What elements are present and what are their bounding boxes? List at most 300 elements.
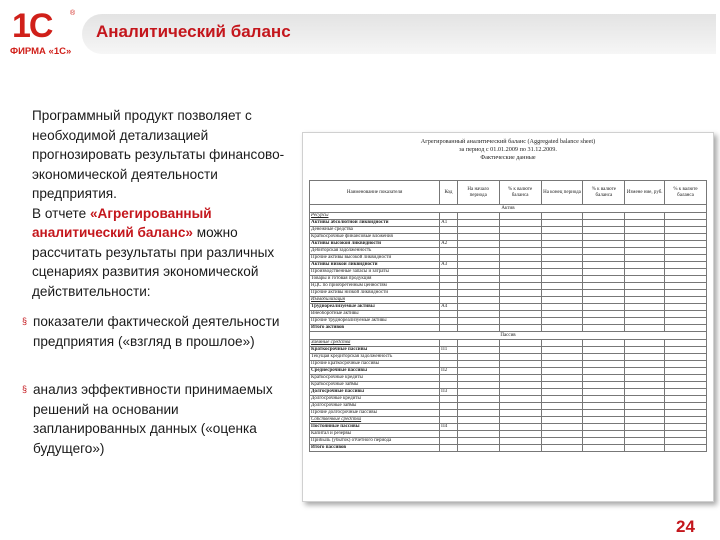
row-label: Итого пассивов <box>310 445 440 452</box>
value-cell <box>625 396 665 403</box>
table-row <box>310 283 707 290</box>
column-header: На начало периода <box>457 181 499 205</box>
value-cell <box>457 389 499 396</box>
value-cell <box>665 375 707 382</box>
bullet-item <box>22 380 284 458</box>
value-cell <box>499 220 541 227</box>
value-cell <box>583 403 625 410</box>
value-cell <box>541 417 583 424</box>
value-cell <box>625 297 665 304</box>
table-row <box>310 438 707 445</box>
row-code <box>440 290 458 297</box>
row-code: П3 <box>440 389 458 396</box>
value-cell <box>583 304 625 311</box>
value-cell <box>457 262 499 269</box>
value-cell <box>499 445 541 452</box>
row-code <box>440 410 458 417</box>
value-cell <box>457 213 499 220</box>
row-label: Производственные запасы и затраты <box>310 269 440 276</box>
value-cell <box>665 255 707 262</box>
value-cell <box>665 368 707 375</box>
table-row <box>310 417 707 424</box>
value-cell <box>583 318 625 325</box>
value-cell <box>499 410 541 417</box>
value-cell <box>457 438 499 445</box>
value-cell <box>457 241 499 248</box>
column-header: На конец периода <box>541 181 583 205</box>
value-cell <box>499 304 541 311</box>
value-cell <box>457 255 499 262</box>
column-header: % к валюте баланса <box>665 181 707 205</box>
column-header: Измене ние, руб. <box>625 181 665 205</box>
value-cell <box>583 269 625 276</box>
row-code <box>440 445 458 452</box>
value-cell <box>583 424 625 431</box>
value-cell <box>665 382 707 389</box>
value-cell <box>665 248 707 255</box>
table-row <box>310 361 707 368</box>
value-cell <box>457 297 499 304</box>
value-cell <box>625 255 665 262</box>
row-code <box>440 248 458 255</box>
value-cell <box>541 283 583 290</box>
value-cell <box>457 424 499 431</box>
bullet-icon: § <box>22 384 28 394</box>
value-cell <box>665 417 707 424</box>
value-cell <box>457 325 499 332</box>
value-cell <box>541 227 583 234</box>
value-cell <box>665 389 707 396</box>
row-label: Товары и готовая продукция <box>310 276 440 283</box>
value-cell <box>625 318 665 325</box>
value-cell <box>583 361 625 368</box>
row-label: Капитал и резервы <box>310 431 440 438</box>
value-cell <box>457 304 499 311</box>
value-cell <box>499 361 541 368</box>
value-cell <box>541 431 583 438</box>
value-cell <box>583 368 625 375</box>
value-cell <box>665 213 707 220</box>
table-row <box>310 368 707 375</box>
value-cell <box>583 389 625 396</box>
row-code <box>440 318 458 325</box>
value-cell <box>583 375 625 382</box>
row-label: Текущая кредиторская задолженность <box>310 354 440 361</box>
row-label: Заемные средства <box>310 340 440 347</box>
row-label: Краткосрочные займы <box>310 382 440 389</box>
table-section-row <box>310 205 707 213</box>
value-cell <box>665 325 707 332</box>
value-cell <box>541 234 583 241</box>
table-row <box>310 410 707 417</box>
value-cell <box>541 375 583 382</box>
value-cell <box>625 417 665 424</box>
value-cell <box>457 403 499 410</box>
value-cell <box>625 269 665 276</box>
page-title: Аналитический баланс <box>96 22 291 41</box>
value-cell <box>583 431 625 438</box>
value-cell <box>583 325 625 332</box>
row-code <box>440 311 458 318</box>
value-cell <box>499 318 541 325</box>
value-cell <box>541 304 583 311</box>
value-cell <box>499 276 541 283</box>
value-cell <box>583 262 625 269</box>
value-cell <box>541 340 583 347</box>
row-code: А2 <box>440 241 458 248</box>
row-code <box>440 361 458 368</box>
table-row <box>310 396 707 403</box>
row-label: Краткосрочные пассивы <box>310 347 440 354</box>
logo-mark: 1С <box>12 7 52 45</box>
value-cell <box>499 248 541 255</box>
value-cell <box>625 304 665 311</box>
value-cell <box>583 248 625 255</box>
value-cell <box>625 227 665 234</box>
value-cell <box>665 445 707 452</box>
value-cell <box>499 438 541 445</box>
value-cell <box>625 290 665 297</box>
value-cell <box>583 213 625 220</box>
value-cell <box>541 220 583 227</box>
table-row <box>310 375 707 382</box>
row-code <box>440 382 458 389</box>
row-label: Прочие долгосрочные пассивы <box>310 410 440 417</box>
value-cell <box>665 347 707 354</box>
bullet-item <box>22 312 284 351</box>
value-cell <box>499 431 541 438</box>
value-cell <box>665 403 707 410</box>
table-row <box>310 213 707 220</box>
value-cell <box>499 354 541 361</box>
row-code <box>440 340 458 347</box>
value-cell <box>665 262 707 269</box>
table-row <box>310 340 707 347</box>
value-cell <box>541 403 583 410</box>
value-cell <box>541 311 583 318</box>
value-cell <box>541 255 583 262</box>
table-row <box>310 248 707 255</box>
row-code: П2 <box>440 368 458 375</box>
value-cell <box>665 410 707 417</box>
table-row <box>310 347 707 354</box>
row-code <box>440 325 458 332</box>
value-cell <box>541 410 583 417</box>
bullet-icon: § <box>22 316 28 326</box>
value-cell <box>665 220 707 227</box>
row-label: Иммобилизация <box>310 297 440 304</box>
row-code <box>440 227 458 234</box>
value-cell <box>665 318 707 325</box>
report-data-type: Фактические данные <box>480 154 536 161</box>
value-cell <box>625 438 665 445</box>
value-cell <box>499 311 541 318</box>
value-cell <box>499 213 541 220</box>
bullet-text: показатели фактической деятельности предприятия («взгляд в прошлое») <box>33 314 280 349</box>
value-cell <box>665 396 707 403</box>
value-cell <box>665 241 707 248</box>
value-cell <box>541 382 583 389</box>
value-cell <box>625 248 665 255</box>
table-row <box>310 389 707 396</box>
value-cell <box>583 227 625 234</box>
value-cell <box>583 297 625 304</box>
value-cell <box>583 445 625 452</box>
value-cell <box>457 431 499 438</box>
value-cell <box>457 311 499 318</box>
value-cell <box>625 283 665 290</box>
value-cell <box>499 255 541 262</box>
value-cell <box>499 389 541 396</box>
column-header: % к валюте баланса <box>583 181 625 205</box>
table-row <box>310 262 707 269</box>
value-cell <box>541 347 583 354</box>
value-cell <box>457 361 499 368</box>
value-cell <box>665 290 707 297</box>
row-code: А3 <box>440 262 458 269</box>
value-cell <box>541 389 583 396</box>
value-cell <box>583 255 625 262</box>
value-cell <box>583 382 625 389</box>
value-cell <box>625 220 665 227</box>
report-header <box>303 133 713 162</box>
value-cell <box>583 234 625 241</box>
value-cell <box>583 241 625 248</box>
value-cell <box>457 354 499 361</box>
value-cell <box>457 396 499 403</box>
table-row <box>310 318 707 325</box>
row-code <box>440 396 458 403</box>
value-cell <box>583 340 625 347</box>
row-label: Долгосрочные пассивы <box>310 389 440 396</box>
column-header: Наименование показателя <box>310 181 440 205</box>
value-cell <box>541 361 583 368</box>
value-cell <box>541 396 583 403</box>
row-code <box>440 297 458 304</box>
table-row <box>310 403 707 410</box>
row-code: П4 <box>440 424 458 431</box>
row-label: Прочие краткосрочные пассивы <box>310 361 440 368</box>
row-code <box>440 269 458 276</box>
row-label: Активы низкой ликвидности <box>310 262 440 269</box>
table-row <box>310 227 707 234</box>
value-cell <box>665 424 707 431</box>
table-row <box>310 311 707 318</box>
column-header: Код <box>440 181 458 205</box>
value-cell <box>499 375 541 382</box>
intro-lead: Программный продукт позволяет с необходимой детализацией прогнозировать результаты финансово-экономической деятельности предприятия. <box>32 108 285 201</box>
row-label: Среднесрочные пассивы <box>310 368 440 375</box>
value-cell <box>665 361 707 368</box>
table-row <box>310 234 707 241</box>
value-cell <box>541 269 583 276</box>
row-label: Активы высокой ликвидности <box>310 241 440 248</box>
value-cell <box>625 262 665 269</box>
row-code: А1 <box>440 220 458 227</box>
value-cell <box>499 234 541 241</box>
value-cell <box>541 276 583 283</box>
intro-report-suffix: можно рассчитать результаты при различных сценариях развития экономической действительности: <box>32 225 275 299</box>
value-cell <box>541 325 583 332</box>
row-code <box>440 417 458 424</box>
table-header-row <box>310 181 707 205</box>
row-label: Прочие активы высокой ликвидности <box>310 255 440 262</box>
value-cell <box>499 297 541 304</box>
row-label: Краткосрочные финансовые вложения <box>310 234 440 241</box>
value-cell <box>625 347 665 354</box>
row-code: П1 <box>440 347 458 354</box>
value-cell <box>665 431 707 438</box>
value-cell <box>541 318 583 325</box>
row-code <box>440 283 458 290</box>
value-cell <box>499 241 541 248</box>
value-cell <box>583 354 625 361</box>
value-cell <box>499 396 541 403</box>
column-header: % к валюте баланса <box>499 181 541 205</box>
row-code <box>440 431 458 438</box>
value-cell <box>499 269 541 276</box>
registered-mark: ® <box>70 10 76 17</box>
balance-table <box>309 180 707 452</box>
row-label: Итого активов <box>310 325 440 332</box>
value-cell <box>457 220 499 227</box>
row-label: Денежные средства <box>310 227 440 234</box>
value-cell <box>457 227 499 234</box>
intro-text <box>32 106 300 301</box>
row-code: А4 <box>440 304 458 311</box>
row-code <box>440 354 458 361</box>
value-cell <box>625 354 665 361</box>
value-cell <box>541 297 583 304</box>
row-label: Собственные средства <box>310 417 440 424</box>
value-cell <box>499 325 541 332</box>
value-cell <box>457 269 499 276</box>
row-code <box>440 375 458 382</box>
value-cell <box>583 396 625 403</box>
value-cell <box>625 410 665 417</box>
value-cell <box>583 438 625 445</box>
value-cell <box>457 248 499 255</box>
value-cell <box>457 445 499 452</box>
value-cell <box>625 361 665 368</box>
value-cell <box>625 403 665 410</box>
report-name: «Агрегированный аналитический баланс» <box>32 205 212 240</box>
value-cell <box>665 354 707 361</box>
value-cell <box>457 410 499 417</box>
row-code <box>440 255 458 262</box>
value-cell <box>625 241 665 248</box>
value-cell <box>541 248 583 255</box>
value-cell <box>665 311 707 318</box>
value-cell <box>625 389 665 396</box>
value-cell <box>625 445 665 452</box>
row-label: Ресурсы <box>310 213 440 220</box>
value-cell <box>625 325 665 332</box>
value-cell <box>625 340 665 347</box>
value-cell <box>457 375 499 382</box>
value-cell <box>499 347 541 354</box>
report-title: Агрегированный аналитический баланс (Aggregated balance sheet) <box>420 138 596 145</box>
value-cell <box>625 382 665 389</box>
value-cell <box>665 297 707 304</box>
section-label: Пассив <box>310 332 707 340</box>
row-label: Дебиторская задолженность <box>310 248 440 255</box>
value-cell <box>625 424 665 431</box>
value-cell <box>499 424 541 431</box>
table-row <box>310 241 707 248</box>
value-cell <box>499 382 541 389</box>
value-cell <box>625 375 665 382</box>
value-cell <box>665 438 707 445</box>
value-cell <box>665 227 707 234</box>
table-row <box>310 297 707 304</box>
value-cell <box>541 368 583 375</box>
value-cell <box>499 368 541 375</box>
value-cell <box>541 445 583 452</box>
value-cell <box>499 227 541 234</box>
company-logo <box>6 6 84 62</box>
value-cell <box>583 311 625 318</box>
bullet-text: анализ эффективности принимаемых решений на основании запланированных данных («оценка будущего») <box>33 382 273 456</box>
balance-report-image <box>302 132 714 502</box>
row-label: Прочие активы низкой ликвидности <box>310 290 440 297</box>
value-cell <box>541 241 583 248</box>
value-cell <box>457 318 499 325</box>
row-code <box>440 403 458 410</box>
value-cell <box>625 213 665 220</box>
table-row <box>310 445 707 452</box>
value-cell <box>625 431 665 438</box>
value-cell <box>665 234 707 241</box>
table-row <box>310 424 707 431</box>
table-row <box>310 290 707 297</box>
value-cell <box>499 262 541 269</box>
value-cell <box>625 368 665 375</box>
value-cell <box>457 368 499 375</box>
value-cell <box>457 347 499 354</box>
page-number: 24 <box>676 517 695 536</box>
value-cell <box>665 340 707 347</box>
row-code <box>440 276 458 283</box>
row-code <box>440 234 458 241</box>
table-row <box>310 354 707 361</box>
value-cell <box>541 424 583 431</box>
row-label: Внеоборотные активы <box>310 311 440 318</box>
report-period: за период с 01.01.2009 по 31.12.2009. <box>459 146 557 153</box>
value-cell <box>499 417 541 424</box>
row-label: Долгосрочные займы <box>310 403 440 410</box>
value-cell <box>583 417 625 424</box>
value-cell <box>665 276 707 283</box>
value-cell <box>541 290 583 297</box>
table-row <box>310 325 707 332</box>
value-cell <box>583 276 625 283</box>
value-cell <box>457 382 499 389</box>
table-row <box>310 304 707 311</box>
table-row <box>310 431 707 438</box>
value-cell <box>499 340 541 347</box>
table-row <box>310 220 707 227</box>
table-row <box>310 276 707 283</box>
row-code <box>440 213 458 220</box>
value-cell <box>457 234 499 241</box>
row-label: НДС по приобретенным ценностям <box>310 283 440 290</box>
value-cell <box>625 234 665 241</box>
row-label: Постоянные пассивы <box>310 424 440 431</box>
value-cell <box>583 290 625 297</box>
value-cell <box>665 283 707 290</box>
value-cell <box>499 403 541 410</box>
